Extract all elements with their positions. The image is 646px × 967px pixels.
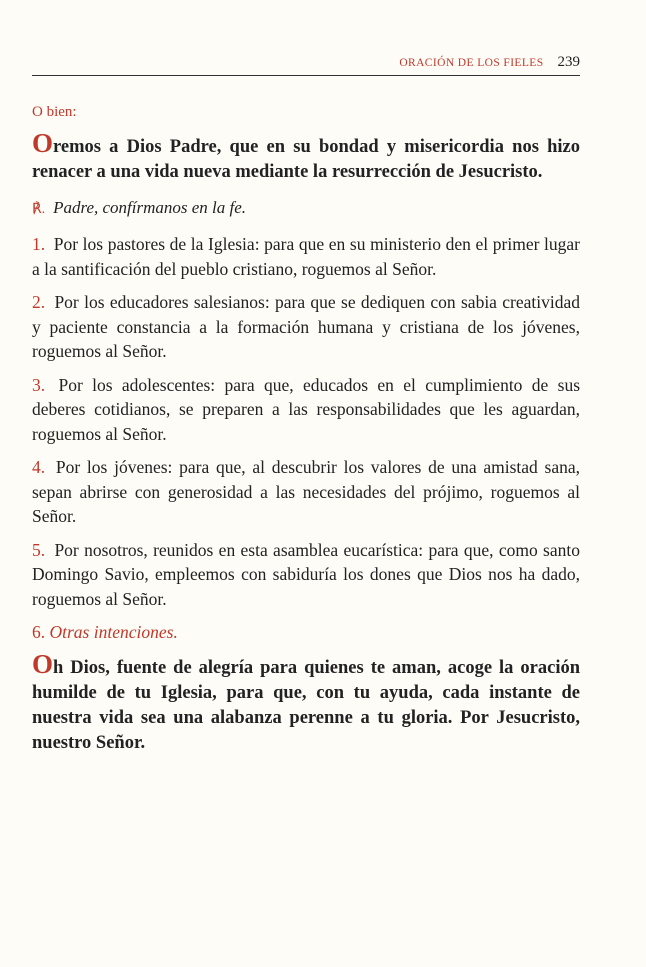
closing-prayer bbox=[32, 649, 580, 756]
petition-item bbox=[32, 373, 580, 447]
petition-text: Por los educadores salesianos: para que se dediquen con sabia creatividad y paciente constancia a la formación humana y cristiana de los jóvenes, roguemos al Señor. bbox=[32, 292, 580, 361]
other-intentions bbox=[32, 620, 580, 644]
petition-item bbox=[32, 538, 580, 612]
other-intentions-text: Otras intenciones. bbox=[49, 622, 178, 642]
petition-item bbox=[32, 290, 580, 364]
running-title: ORACIÓN DE LOS FIELES bbox=[399, 57, 544, 69]
petition-number: 3. bbox=[32, 374, 46, 395]
prayer-content bbox=[32, 104, 580, 766]
other-intentions-number: 6. bbox=[32, 622, 46, 642]
petition-item bbox=[32, 455, 580, 529]
invitation-dropcap: O bbox=[32, 128, 54, 158]
petition-number: 5. bbox=[32, 539, 46, 560]
petition-number: 2. bbox=[32, 292, 46, 312]
invitation-paragraph bbox=[32, 128, 580, 185]
closing-text: h Dios, fuente de alegría para quienes te aman, acoge la oración humilde de tu Iglesia, para que, con tu ayuda, cada instante de nuestra vida sea una alabanza perenne a tu gloria. Por Jesucristo, nuestro Señor. bbox=[32, 658, 580, 753]
petition-text: Por los jóvenes: para que, al descubrir los valores de una amistad sana, sepan abrirse con generosidad a las necesidades del prójimo, roguemos al Señor. bbox=[32, 457, 580, 526]
response-line bbox=[32, 195, 580, 222]
page bbox=[32, 0, 580, 967]
petition-text: Por los pastores de la Iglesia: para que en su ministerio den el primer lugar a la santificación del pueblo cristiano, roguemos al Señor. bbox=[32, 234, 580, 279]
response-text: Padre, confírmanos en la fe. bbox=[53, 198, 247, 217]
closing-dropcap: O bbox=[32, 649, 54, 679]
petition-number: 4. bbox=[32, 457, 46, 477]
page-header bbox=[399, 54, 580, 71]
header-rule bbox=[32, 75, 580, 76]
page-number: 239 bbox=[557, 54, 580, 70]
petition-number: 1. bbox=[32, 234, 46, 254]
intro-rubric: O bien: bbox=[32, 104, 77, 120]
petition-text: Por los adolescentes: para que, educados en el cumplimiento de sus deberes cotidianos, se preparen a las responsabilidades que les aguardan, roguemos al Señor. bbox=[32, 374, 580, 444]
response-symbol: ℟. bbox=[32, 202, 46, 217]
petition-text: Por nosotros, reunidos en esta asamblea eucarística: para que, como santo Domingo Savio, empleemos con sabiduría los dones que Dios nos ha dado, roguemos al Señor. bbox=[32, 539, 581, 609]
petition-item bbox=[32, 232, 580, 281]
invitation-text: remos a Dios Padre, que en su bondad y misericordia nos hizo renacer a una vida nueva mediante la resurrección de Jesucristo. bbox=[32, 137, 580, 182]
